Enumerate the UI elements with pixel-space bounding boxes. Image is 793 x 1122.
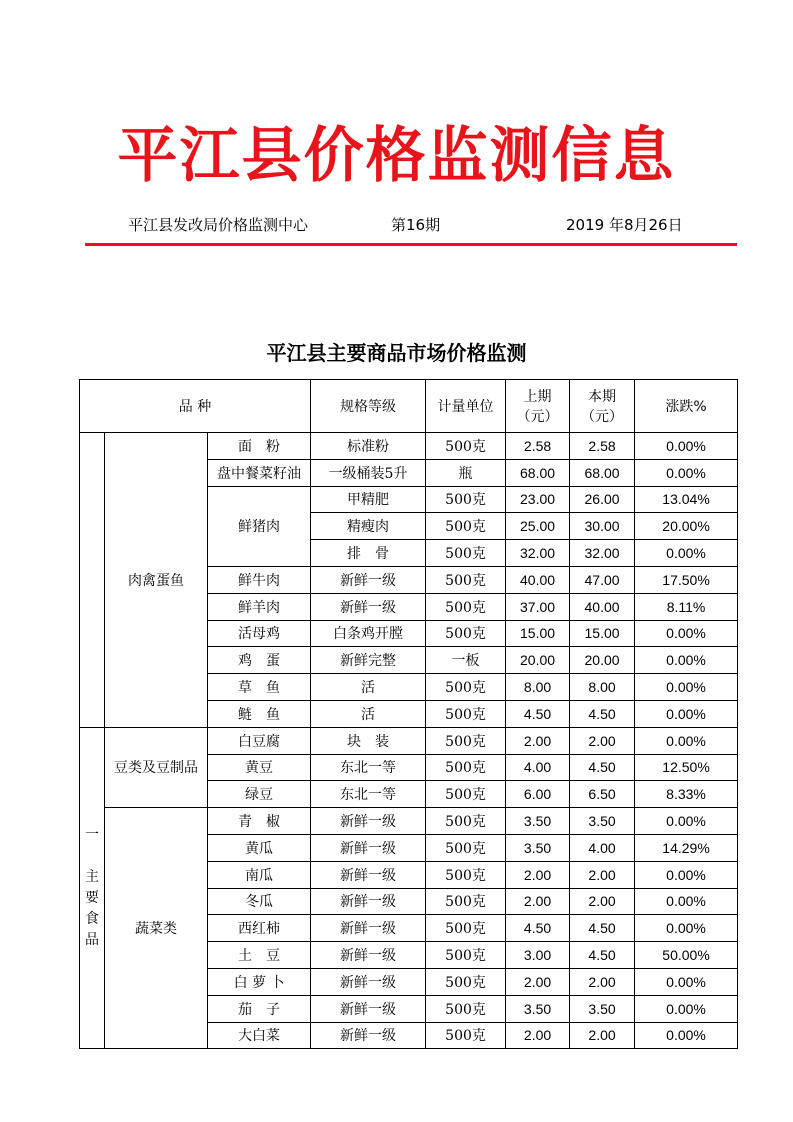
item-change: 0.00% [635,808,738,835]
item-spec: 新鲜一级 [311,861,426,888]
item-curr: 2.58 [570,433,635,460]
item-spec: 新鲜一级 [311,915,426,942]
item-prev: 20.00 [506,647,570,674]
masthead-title: 平江县价格监测信息 [117,121,676,191]
item-prev: 32.00 [506,540,570,567]
item-spec: 块 装 [311,727,426,754]
item-unit: 500克 [426,540,506,567]
item-spec: 新鲜一级 [311,808,426,835]
item-prev: 2.00 [506,968,570,995]
item-name: 绿豆 [208,781,311,808]
category-number: 一 [85,827,99,844]
item-change: 0.00% [635,620,738,647]
item-unit: 一板 [426,647,506,674]
col-curr-l1: 本期 [588,389,617,405]
item-unit: 500克 [426,433,506,460]
item-name: 鸡 蛋 [208,647,311,674]
item-name: 大白菜 [208,1022,311,1049]
item-curr: 2.00 [570,1022,635,1049]
col-curr-l2: （元） [581,409,624,425]
item-change: 8.11% [635,593,738,620]
item-curr: 4.50 [570,915,635,942]
item-change: 0.00% [635,968,738,995]
item-curr: 20.00 [570,647,635,674]
item-change: 0.00% [635,1022,738,1049]
item-name: 土 豆 [208,942,311,969]
item-name: 南瓜 [208,861,311,888]
item-unit: 500克 [426,808,506,835]
col-prev-l2: （元） [516,409,559,425]
table-row [80,727,738,754]
item-name: 白豆腐 [208,727,311,754]
item-curr: 68.00 [570,459,635,486]
item-name: 青 椒 [208,808,311,835]
item-spec: 活 [311,674,426,701]
col-spec: 规格等级 [311,380,426,433]
item-spec: 精瘦肉 [311,513,426,540]
item-name-pork: 鲜猪肉 [208,486,311,566]
col-unit: 计量单位 [426,380,506,433]
item-prev: 68.00 [506,459,570,486]
item-change: 14.29% [635,834,738,861]
item-change: 0.00% [635,674,738,701]
item-unit: 500克 [426,486,506,513]
table-title: 平江县主要商品市场价格监测 [266,341,527,365]
item-spec: 新鲜一级 [311,566,426,593]
item-spec: 活 [311,700,426,727]
item-spec: 标准粉 [311,433,426,460]
item-prev: 25.00 [506,513,570,540]
item-change: 0.00% [635,915,738,942]
item-unit: 500克 [426,834,506,861]
item-prev: 23.00 [506,486,570,513]
issue-date: 2019 年8月26日 [566,216,683,234]
item-change: 0.00% [635,700,738,727]
item-prev: 15.00 [506,620,570,647]
col-curr [570,380,635,433]
item-prev: 3.00 [506,942,570,969]
item-name: 黄瓜 [208,834,311,861]
item-prev: 3.50 [506,834,570,861]
group-veg: 蔬菜类 [105,808,208,1049]
table-row [80,433,738,460]
item-change: 0.00% [635,727,738,754]
item-unit: 500克 [426,781,506,808]
item-change: 0.00% [635,433,738,460]
item-unit: 500克 [426,513,506,540]
item-curr: 4.00 [570,834,635,861]
item-unit: 500克 [426,1022,506,1049]
item-curr: 47.00 [570,566,635,593]
price-table [79,379,738,1049]
item-change: 50.00% [635,942,738,969]
item-name: 黄豆 [208,754,311,781]
col-prev [506,380,570,433]
item-unit: 500克 [426,968,506,995]
header-row [80,380,738,433]
item-name: 冬瓜 [208,888,311,915]
item-unit: 500克 [426,754,506,781]
item-curr: 4.50 [570,942,635,969]
issue-number: 第16期 [391,216,441,234]
item-unit: 瓶 [426,459,506,486]
item-unit: 500克 [426,888,506,915]
item-prev: 6.00 [506,781,570,808]
item-curr: 40.00 [570,593,635,620]
item-prev: 2.00 [506,727,570,754]
item-prev: 3.50 [506,995,570,1022]
item-spec: 新鲜一级 [311,995,426,1022]
item-curr: 2.00 [570,968,635,995]
group-meat: 肉禽蛋鱼 [105,433,208,728]
item-curr: 3.50 [570,808,635,835]
item-change: 0.00% [635,647,738,674]
item-change: 0.00% [635,995,738,1022]
item-name: 草 鱼 [208,674,311,701]
item-unit: 500克 [426,995,506,1022]
item-spec: 东北一等 [311,754,426,781]
category-main-food [80,727,105,1049]
item-curr: 3.50 [570,995,635,1022]
item-name: 白 萝 卜 [208,968,311,995]
item-spec: 新鲜一级 [311,1022,426,1049]
item-curr: 15.00 [570,620,635,647]
item-prev: 37.00 [506,593,570,620]
blank-cell [80,433,105,728]
item-prev: 4.50 [506,915,570,942]
item-spec: 新鲜一级 [311,834,426,861]
item-curr: 32.00 [570,540,635,567]
item-name: 鲜牛肉 [208,566,311,593]
item-name: 面 粉 [208,433,311,460]
agency-name: 平江县发改局价格监测中心 [128,216,309,234]
item-change: 0.00% [635,861,738,888]
item-prev: 3.50 [506,808,570,835]
item-name: 盘中餐菜籽油 [208,459,311,486]
item-curr: 30.00 [570,513,635,540]
item-name: 鲜羊肉 [208,593,311,620]
item-prev: 8.00 [506,674,570,701]
item-change: 0.00% [635,888,738,915]
item-name: 西红柿 [208,915,311,942]
item-curr: 2.00 [570,888,635,915]
item-unit: 500克 [426,942,506,969]
item-prev: 2.00 [506,861,570,888]
item-unit: 500克 [426,593,506,620]
item-prev: 2.58 [506,433,570,460]
item-change: 0.00% [635,540,738,567]
col-prev-l1: 上期 [523,389,552,405]
item-prev: 4.50 [506,700,570,727]
item-spec: 一级桶装5升 [311,459,426,486]
item-unit: 500克 [426,727,506,754]
item-unit: 500克 [426,861,506,888]
item-curr: 4.50 [570,754,635,781]
item-prev: 2.00 [506,1022,570,1049]
item-name: 茄 子 [208,995,311,1022]
item-spec: 新鲜一级 [311,968,426,995]
item-change: 20.00% [635,513,738,540]
item-spec: 排 骨 [311,540,426,567]
item-curr: 6.50 [570,781,635,808]
item-curr: 8.00 [570,674,635,701]
col-change: 涨跌% [635,380,738,433]
item-unit: 500克 [426,566,506,593]
item-curr: 2.00 [570,861,635,888]
item-prev: 2.00 [506,888,570,915]
item-spec: 新鲜完整 [311,647,426,674]
item-spec: 新鲜一级 [311,942,426,969]
item-change: 0.00% [635,459,738,486]
item-unit: 500克 [426,915,506,942]
item-spec: 甲精肥 [311,486,426,513]
col-variety: 品 种 [80,380,311,433]
item-name: 鲢 鱼 [208,700,311,727]
item-prev: 40.00 [506,566,570,593]
item-change: 12.50% [635,754,738,781]
group-bean: 豆类及豆制品 [105,727,208,807]
header-divider [85,243,737,246]
item-curr: 2.00 [570,727,635,754]
item-spec: 白条鸡开膛 [311,620,426,647]
item-spec: 新鲜一级 [311,593,426,620]
item-unit: 500克 [426,620,506,647]
item-name: 活母鸡 [208,620,311,647]
item-spec: 东北一等 [311,781,426,808]
item-change: 8.33% [635,781,738,808]
item-spec: 新鲜一级 [311,888,426,915]
table-row [80,808,738,835]
item-curr: 4.50 [570,700,635,727]
item-change: 17.50% [635,566,738,593]
item-curr: 26.00 [570,486,635,513]
category-name: 主 要 食 品 [85,869,99,949]
item-prev: 4.00 [506,754,570,781]
item-unit: 500克 [426,674,506,701]
item-change: 13.04% [635,486,738,513]
item-unit: 500克 [426,700,506,727]
